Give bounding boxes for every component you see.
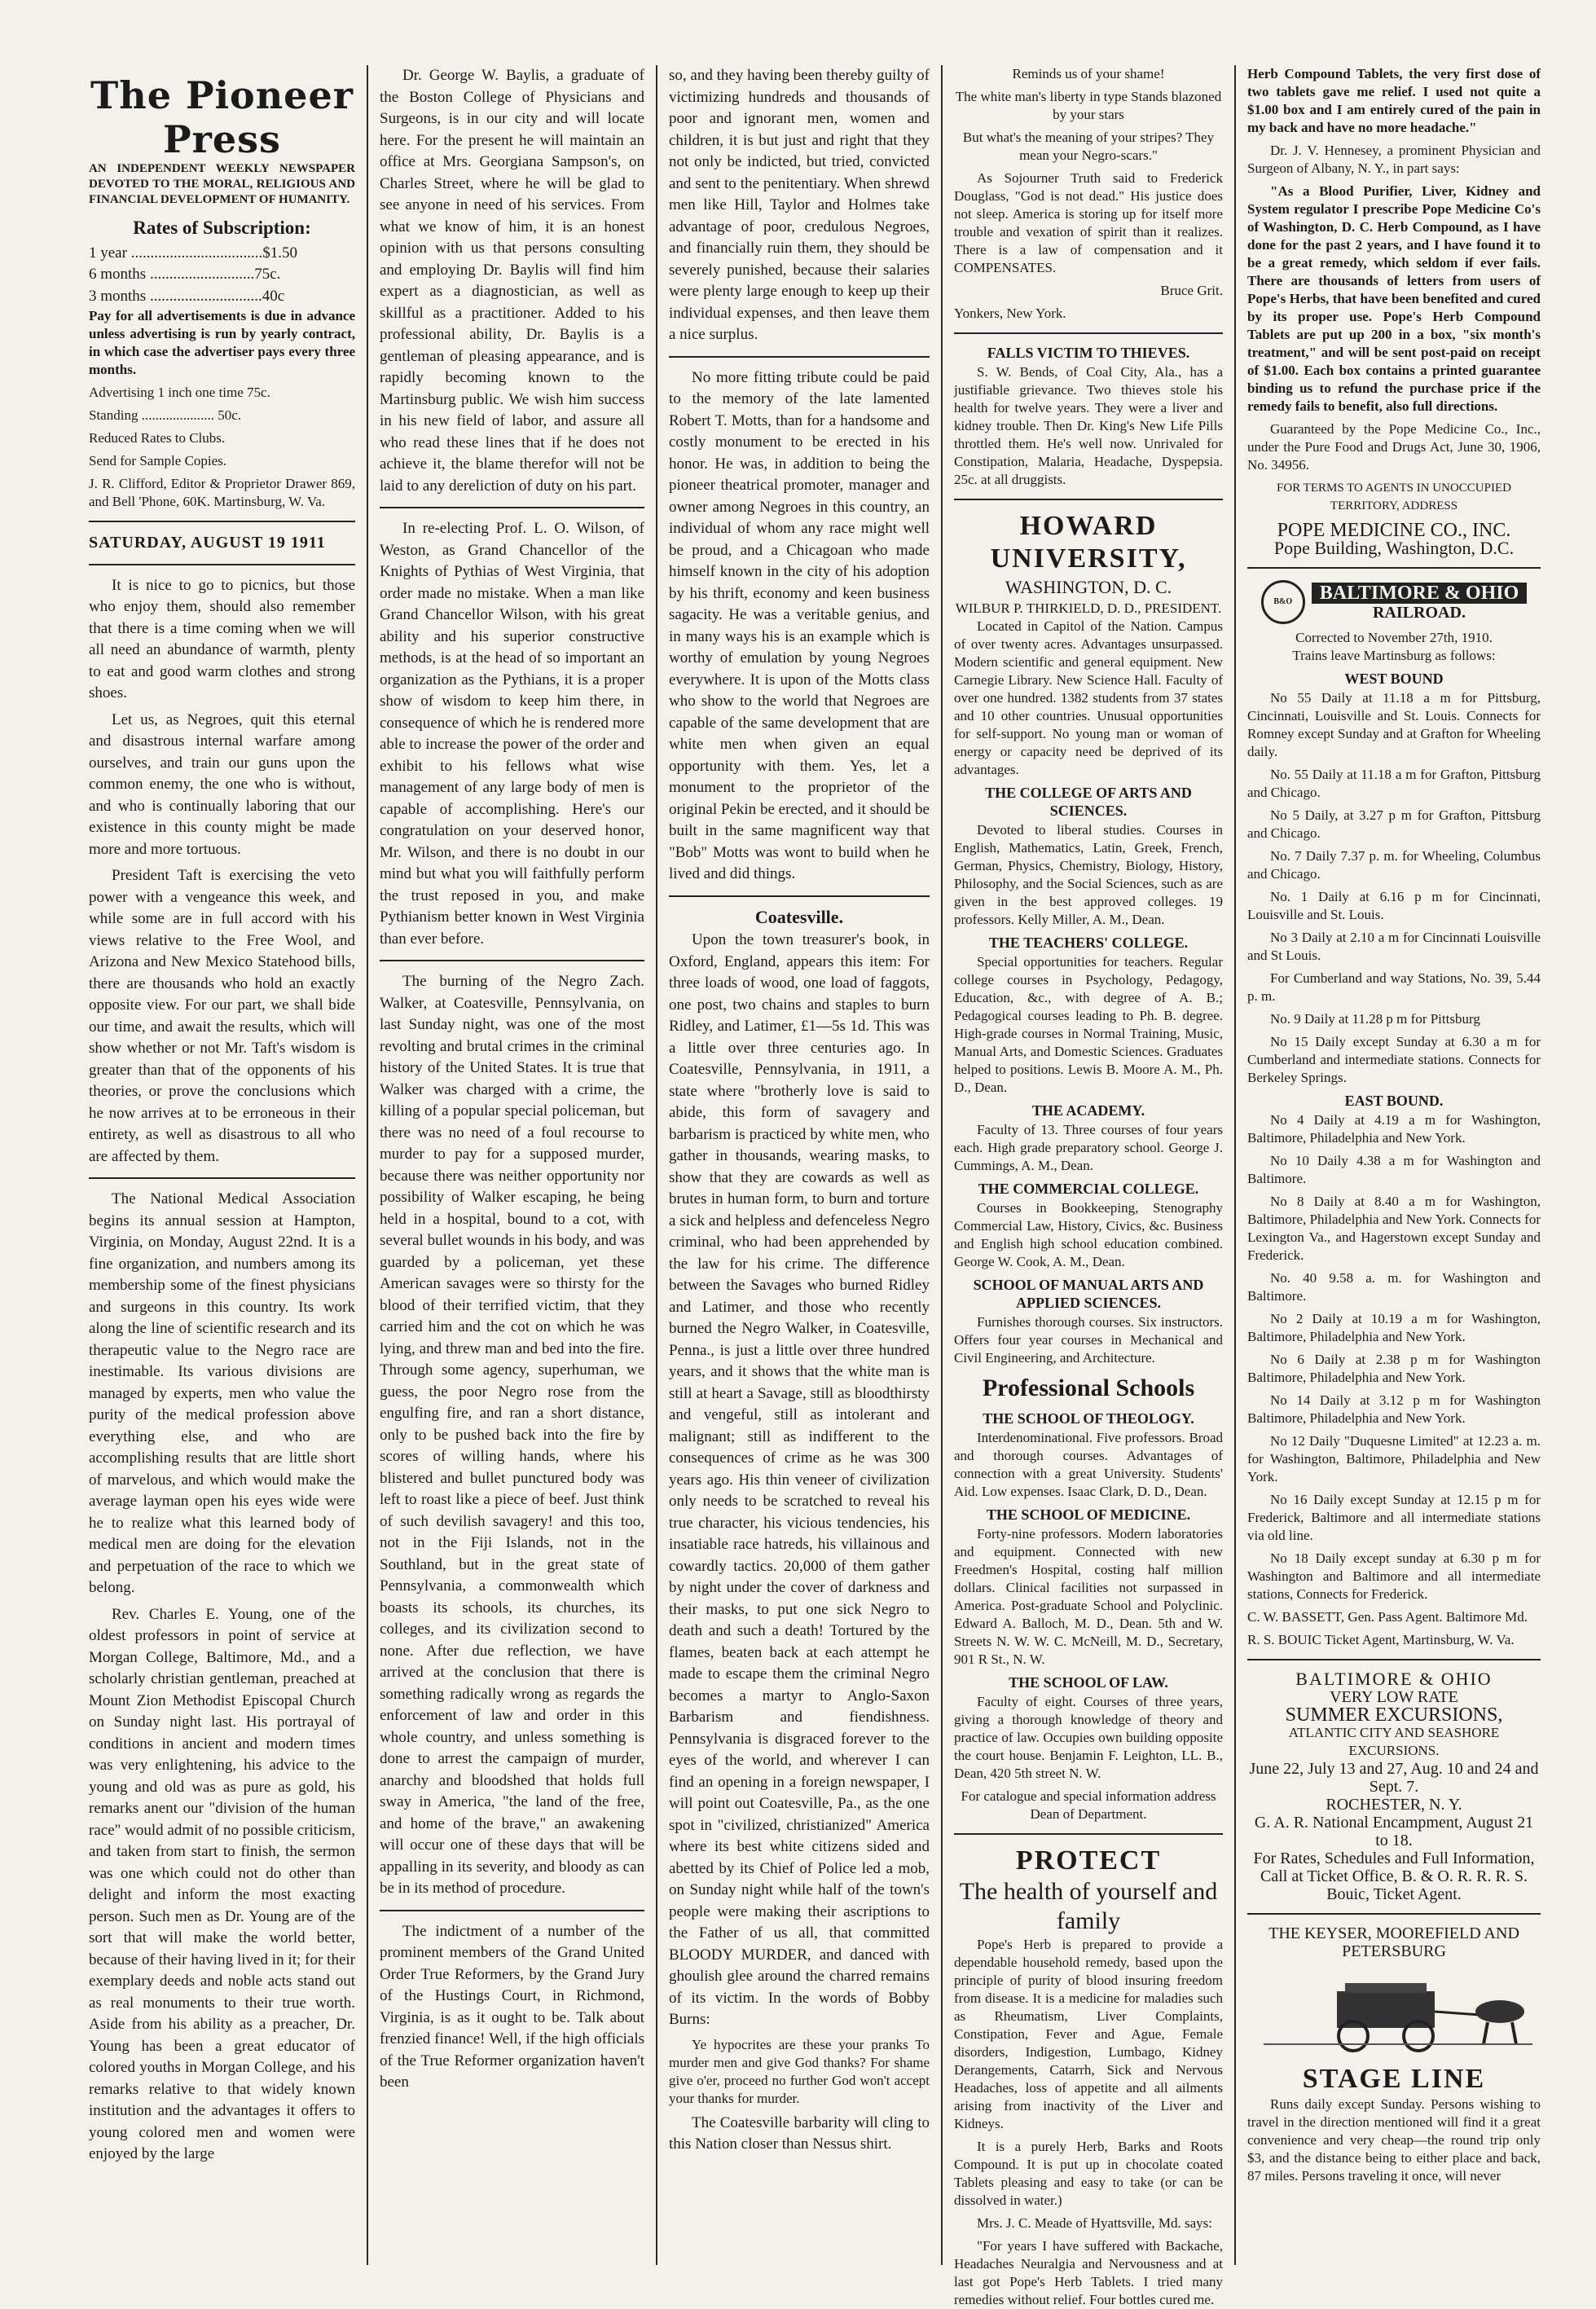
school-text: Forty-nine professors. Modern laboratories and equipment. Connected with new Freedmen's Hospital, costing half million dollars. Clinical facilities not surpassed in America. Post-graduate School and Polyclinic. Edward A. Balloch, M. D., Dean. 5th and W. Streets N. W. W. C. McNeill, M. D., Secretary, 901 R St., N. W.: [954, 1526, 1223, 1667]
west-bound-heading: WEST BOUND: [1344, 671, 1444, 687]
stagecoach-illustration-icon: [1247, 1967, 1541, 2056]
divider: [1247, 567, 1541, 569]
school-name: THE COMMERCIAL COLLEGE.: [978, 1181, 1199, 1197]
divider: [954, 332, 1223, 334]
railroad-leave: Trains leave Martinsburg as follows:: [1292, 648, 1496, 663]
train-entry: No. 7 Daily 7.37 p. m. for Wheeling, Columbus and Chicago.: [1247, 848, 1541, 882]
protect-text: It is a purely Herb, Barks and Roots Compound. It is put up in chocolate coated Tablets pleasing and easy to take (or can be dissolved in water.): [954, 2139, 1223, 2208]
train-entry: No 5 Daily, at 3.27 p m for Grafton, Pittsburg and Chicago.: [1247, 807, 1541, 841]
editorial-paragraph: No more fitting tribute could be paid to the memory of the late lamented Robert T. Motts, than for a handsome and costly monument to be erected in his honor. He was, in addition to being the pioneer theatrical promoter, manager and owner among Negroes in this country, an individual of whom any race might well be proud, and a Chicagoan who made himself known in the city of his adoption by his thrift, economy and keen business sagacity. He was a veritable genius, and in many ways his is an example which is worthy of emulation by young Negroes everywhere. It is upon of the Motts class who show to the world that Negroes are capable of the same development that are white men when given an equal opportunity with them. Yes, let a monument to the proprietor of the original Pekin be erected, and it should be built in the same magnificent way that "Bob" Motts was wont to build when he lived and did things.: [669, 368, 930, 882]
school-name: THE SCHOOL OF MEDICINE.: [986, 1506, 1191, 1523]
coatesville-verse: Ye hypocrites are these your pranks To murder men and give God thanks? For shame give o'er, proceed no further God won't accept your thanks for murder.: [669, 2036, 930, 2106]
stage-text: Runs daily except Sunday. Persons wishing to travel in the direction mentioned will find it a great convenience and very cheap—the round trip only $3, and the distance being to either place and back, 87 miles. Persons traveling it once, will never: [1247, 2096, 1541, 2184]
excursion-heading: SUMMER EXCURSIONS,: [1285, 1704, 1503, 1726]
school-text: Special opportunities for teachers. Regular college courses in Psychology, Pedagogy, Education, &c., with degree of A. B.; Pedagogical courses leading to Ph. B. degree. High-grade courses in Normal Training, Music, Manual Arts, and Domestic Sciences. Graduates helped to positions. Lewis B. Moore A. M., Ph. D., Dean.: [954, 954, 1223, 1095]
railroad-agent: C. W. BASSETT, Gen. Pass Agent. Baltimore Md.: [1247, 1609, 1528, 1625]
divider: [954, 499, 1223, 500]
advert-rate: Reduced Rates to Clubs.: [89, 430, 226, 446]
pope-name: POPE MEDICINE CO., INC.: [1277, 520, 1511, 541]
editorial-paragraph: President Taft is exercising the veto power with a vengeance this week, and while some are in full accord with his views relative to the Free Wool, and Arizona and New Mexico Statehood bills, there are thousands who hold an exactly opposite view. For our part, we shall bide our time, and await the results, which will show whether or not Mr. Taft's wisdom is greater than that of the opponents of his theories, or prove the conclusions which he now arrives at to be erroneous in their entirety, as well as disastrous to all who are affected by them.: [89, 867, 355, 1165]
school-name: THE SCHOOL OF LAW.: [1009, 1674, 1168, 1691]
howard-president: WILBUR P. THIRKIELD, D. D., PRESIDENT.: [955, 600, 1222, 616]
divider: [380, 1910, 644, 1911]
east-bound-heading: EAST BOUND.: [1344, 1093, 1444, 1109]
poem-line: Reminds us of your shame!: [1012, 66, 1165, 81]
guarantee: Guaranteed by the Pope Medicine Co., Inc., under the Pure Food and Drugs Act, June 30, 1906, No. 34956.: [1247, 421, 1541, 473]
divider: [380, 507, 644, 508]
advert-rate: Advertising 1 inch one time 75c.: [89, 385, 270, 400]
train-entry: No 6 Daily at 2.38 p m for Washington Baltimore, Philadelphia and New York.: [1247, 1352, 1541, 1385]
stage-heading: THE KEYSER, MOOREFIELD AND PETERSBURG: [1268, 1924, 1519, 1960]
divider: [1247, 1659, 1541, 1660]
column-2: [367, 65, 656, 2265]
railroad-logo: [1247, 580, 1541, 624]
train-entry: No 14 Daily at 3.12 p m for Washington Baltimore, Philadelphia and New York.: [1247, 1392, 1541, 1426]
howard-city: WASHINGTON, D. C.: [1005, 577, 1172, 597]
railroad-title-block: [1312, 583, 1528, 622]
column-5: [1234, 65, 1552, 2265]
railroad-corrected: Corrected to November 27th, 1910.: [1295, 630, 1493, 645]
train-entry: No 2 Daily at 10.19 a m for Washington, Baltimore, Philadelphia and New York.: [1247, 1311, 1541, 1344]
rates-title: Rates of Subscription:: [133, 218, 311, 238]
thieves-heading: FALLS VICTIM TO THIEVES.: [987, 345, 1190, 361]
masthead-tagline: AN INDEPENDENT WEEKLY NEWSPAPER DEVOTED TO THE MORAL, RELIGIOUS AND FINANCIAL DEVELOPMENT OF HUMANITY.: [89, 162, 355, 206]
railroad-sub: RAILROAD.: [1373, 604, 1466, 622]
school-text: Courses in Bookkeeping, Stenography Commercial Law, History, Civics, &c. Business and English high school education combined. George W. Cook, A. M., Dean.: [954, 1200, 1223, 1269]
train-entry: No 12 Daily "Duquesne Limited" at 12.23 a. m. for Washington, Baltimore, Philadelphia and New York.: [1247, 1433, 1541, 1484]
poem-line: But what's the meaning of your stripes? They mean your Negro-scars.": [962, 130, 1215, 163]
train-entry: No 55 Daily at 11.18 a m for Pittsburg, Cincinnati, Louisville and St. Louis. Connects for Romney except Sunday and at Grafton for Wheeling daily.: [1247, 690, 1541, 759]
excursion-sub: VERY LOW RATE: [1330, 1688, 1458, 1706]
protect-subheading: The health of yourself and family: [959, 1878, 1218, 1934]
school-name: THE COLLEGE OF ARTS AND SCIENCES.: [985, 785, 1192, 819]
advert-rate: Standing ..................... 50c.: [89, 407, 241, 423]
editorial-paragraph: Rev. Charles E. Young, one of the oldest professors in point of service at Morgan College, Baltimore, Md., and a scholarly christian gentleman, preached at Mount Zion Methodist Episcopal Church on Sunday night last. His portrayal of conditions in ancient and modern times was very enlightening, his advice to the young and old was as pure as gold, his remarks anent our "division of the human race" would admit of no possible criticism, and taken from start to finish, the sermon was one which could not do other than delight and inform the most exacting person. Such men as Dr. Young are of the sort that will make the world better, because of their having lived in it; for their exemplary deeds and noble acts stand out as real monuments to their true worth. Aside from his ability as a preacher, Dr. Young has been a great educator of colored youths in Morgan College, and his remarks relative to that widely known institution and the advantages it offers to young colored men and women were enjoyed by the large: [89, 1605, 355, 2162]
protect-text: "For years I have suffered with Backache, Headaches Neuralgia and Nervousness and at last got Pope's Herb Tablets. I tried many remedies without relief. Four bottles cured me.: [954, 2238, 1223, 2307]
divider: [89, 521, 355, 522]
agents-note: FOR TERMS TO AGENTS IN UNOCCUPIED TERRITORY, ADDRESS: [1277, 482, 1511, 512]
poem-author: Bruce Grit.: [1160, 283, 1223, 298]
pope-address: Pope Building, Washington, D.C.: [1273, 538, 1515, 558]
train-entry: No. 1 Daily at 6.16 p m for Cincinnati, Louisville and St. Louis.: [1247, 889, 1541, 922]
editorial-paragraph: The burning of the Negro Zach. Walker, at Coatesville, Pennsylvania, on last Sunday night, was one of the most revolting and brutal crimes in the criminal history of the United States. It is true that Walker was charged with a crime, the killing of a popular special policeman, but there was no need of a foul recourse to murder to pay for a supposed murder, because there was neither opportunity nor possibility of Walker escaping, he being held in a hospital, bound to a cot, with several bullet wounds in his body, and was guarded by a policeman, yet these American savages were so thirsty for the blood of their terrified victim, that they carried him and the cot on which he was lying, and threw man and bed into the fire. Through some agency, superhuman, we guess, the poor Negro rose from the engulfing fire, and ran a short distance, only to be pushed back into the fire by scores of willing hands, where his blistered and bullet punctured body was left to roast like a piece of beef. Just think of such devilish savagery! and this too, not in the Fiji Islands, not in the Southland, but in the great state of Pennsylvania, a commonwealth which boasts its schools, its churches, its colleges, and its civilization second to none. After due reflection, we have arrived at the conclusion that there is something radically wrong as regards the enforcement of law and order in this whole country, and unless something is done to arrest the campaign of murder, anarchy and bloodshed that holds full sway in America, "the land of the free, and home of the brave," an awakening will occur one of these days that will be appalling in its severity, and bloody as can be in its method of procedure.: [380, 973, 644, 1897]
poem-line: The white man's liberty in type Stands blazoned by your stars: [955, 89, 1222, 122]
excursion-info: For Rates, Schedules and Full Information, Call at Ticket Office, B. & O. R. R. R. S. Bouic, Ticket Agent.: [1253, 1849, 1535, 1903]
railroad-name: BALTIMORE & OHIO: [1312, 583, 1528, 604]
coatesville-tail: The Coatesville barbarity will cling to this Nation closer than Nessus shirt.: [669, 2113, 930, 2153]
column-1: [77, 65, 367, 2265]
protect-heading: PROTECT: [1015, 1845, 1162, 1876]
train-entry: No 18 Daily except sunday at 6.30 p m for Washington and Baltimore and all intermediate stations, Connects for Frederick.: [1247, 1550, 1541, 1602]
editor-info: J. R. Clifford, Editor & Proprietor Drawer 869, and Bell 'Phone, 60K. Martinsburg, W. Va.: [89, 476, 355, 509]
divider: [89, 1177, 355, 1179]
coatesville-heading: Coatesville.: [754, 906, 844, 927]
protect-text: Pope's Herb is prepared to provide a dependable household remedy, based upon the principle of purity of blood insuring freedom from disease. It is a medicine for maladies such as Rheumatism, Liver Complaints, Constipation, Fever and Ague, Female disorders, Indigestion, Lumbago, Kidney Derangements, Catarrh, Sick and Nervous Headaches, loss of appetite and all ailments arising from inactivity of the Liver and Kidneys.: [954, 1937, 1223, 2131]
coatesville-text: Upon the town treasurer's book, in Oxford, England, appears this item: For three loads of wood, one load of faggots, one post, two chains and staples to burn Ridley, and Latimer, £1—5s 1d. This was a little over three centuries ago. In Coatesville, Pennsylvania, in 1911, a state where "brotherly love is said to abide, this form of savagery and barbarism is practiced by white men, who gather in thousands, wearing masks, to show that they are cowards as well as brutes in human form, to burn and torture a sick and helpless and defenceless Negro criminal, who had been apprehended by the law for his crime. The difference between the Savages who burned Ridley and Latimer, and those who recently burned the Negro Walker, in Coatesville, Penna., is just a little over three hundred years, and it shows that the white man is still at heart a Savage, still as bloodthirsty and vengeful, still as intolerant and malignant; still as indifferent to the consequences of crime as he was 300 years ago. His thin veneer of civilization only needs to be scratched to reveal his true character, his vicious tendencies, his insatiable race hatreds, his villainous and cowardly tactics. 20,000 of them gather by night under the cover of darkness and their masks, to put one sick Negro to death and such a death! Tortured by the flames, beaten back at each attempt he made to escape them the criminal Negro becomes a martyr to Anglo-Saxon Barbarism and fiendishness. Pennsylvania is disgraced forever to the eyes of the world, and wherever I can find an opening in a foreign newspaper, I will point out Coatesville, Pa., as the one spot in "civilized, christianized" America where its best white citizens sided and abetted by its Chief of Police led a mob, on Sunday night while half of the town's people were making their ascriptions to the Father of us all, that committed BLOODY MURDER, and danced with ghoulish glee around the charred remains of its victim. In the words of Bobby Burns:: [669, 931, 930, 2028]
school-text: Devoted to liberal studies. Courses in English, Mathematics, Latin, Greek, French, German, Physics, Chemistry, Biology, History, Philosophy, and the Social Sciences, such as are given in the best approved colleges. 19 professors. Kelly Miller, A. M., Dean.: [954, 822, 1223, 927]
rate-line: 1 year ..................................$1.50: [89, 244, 297, 262]
divider: [669, 895, 930, 897]
divider: [380, 960, 644, 961]
train-entry: No 4 Daily at 4.19 a m for Washington, Baltimore, Philadelphia and New York.: [1247, 1112, 1541, 1146]
train-entry: No. 40 9.58 a. m. for Washington and Baltimore.: [1247, 1270, 1541, 1304]
school-name: SCHOOL OF MANUAL ARTS AND APPLIED SCIENCES.: [973, 1277, 1204, 1311]
train-entry: No 10 Daily 4.38 a m for Washington and Baltimore.: [1247, 1153, 1541, 1186]
railroad-ticket-agent: R. S. BOUIC Ticket Agent, Martinsburg, W. Va.: [1247, 1632, 1515, 1647]
train-entry: For Cumberland and way Stations, No. 39, 5.44 p. m.: [1247, 970, 1541, 1004]
column-3: [656, 65, 941, 2265]
school-text: Furnishes thorough courses. Six instructors. Offers four year courses in Mechanical and Civil Engineering, and Architecture.: [954, 1314, 1223, 1366]
train-entry: No 15 Daily except Sunday at 6.30 a m for Cumberland and intermediate stations. Connects for Berkeley Springs.: [1247, 1034, 1541, 1085]
issue-date: SATURDAY, AUGUST 19 1911: [89, 534, 326, 552]
editorial-paragraph: In re-electing Prof. L. O. Wilson, of Weston, as Grand Chancellor of the Knights of Pythias of West Virginia, that order made no mistake. When a man like Grand Chancellor Wilson, with his great ability and his superior constructive methods, is at the head of so important an organization as the Pythians, it is a proper show of wisdom to keep him there, in consequence of which he is rendered more able to increase the power of the order and exhibit to his fellows what wise management of any large body of men is capable of accomplishing. Here's our congratulation on your deserved honor, Mr. Wilson, and there is no doubt in our mind but what you will faithfully perform the trust reposed in you, and make Pythianism better known in West Virginia than ever before.: [380, 520, 644, 948]
poem-place: Yonkers, New York.: [954, 306, 1066, 321]
testimonial: Dr. J. V. Hennesey, a prominent Physician and Surgeon of Albany, N. Y., in part says:: [1247, 143, 1541, 176]
editorial-paragraph: It is nice to go to picnics, but those who enjoy them, should also remember that there is a time coming when we will all need an abundance of warmth, plenty to eat and good warm clothes and strong shoes.: [89, 576, 355, 701]
train-entry: No 8 Daily at 8.40 a m for Washington, Baltimore, Philadelphia and New York. Connects for Lexington Va., and Hagerstown except Sunday and Frederick.: [1247, 1194, 1541, 1263]
poem-paragraph: As Sojourner Truth said to Frederick Douglass, "God is not dead." His justice does not sleep. America is storing up for itself more trouble and vexation of spirit than it realizes. There is a law of compensation and it COMPENSATES.: [954, 170, 1223, 275]
train-entry: No. 55 Daily at 11.18 a m for Grafton, Pittsburg and Chicago.: [1247, 767, 1541, 800]
divider: [954, 1833, 1223, 1835]
excursion-railroad: BALTIMORE & OHIO: [1295, 1669, 1493, 1689]
professional-heading: Professional Schools: [982, 1374, 1195, 1401]
divider: [89, 564, 355, 565]
rate-line: 3 months .............................40c: [89, 287, 285, 305]
testimonial: "As a Blood Purifier, Liver, Kidney and System regulator I prescribe Pope Medicine Co's of Washington, D. C. Herb Compound, as I have done for the past 2 years, and I have found it to be a great remedy, which seldom if ever fails. There are thousands of letters from users of Pope's Herbs, that have been benefited and cured by its proper use. Pope's Herb Compound Tablets are put up 200 in a box, "six month's treatment," and will be sent post-paid on receipt of $1.00. Each box contains a printed guarantee binding us to refund the purchase price if the remedy fails to benefit, also full directions.: [1247, 183, 1541, 414]
column-4: [941, 65, 1234, 2307]
editorial-paragraph: The indictment of a number of the prominent members of the Grand United Order True Reformers, by the Grand Jury of the Hustings Court, in Richmond, Virginia, is as it ought to be. Talk about frenzied finance! Well, if the high officials of the True Reformer organization haven't been: [380, 1922, 644, 2091]
editorial-paragraph: Let us, as Negroes, quit this eternal and disastrous internal warfare among ourselves, and train our guns upon the common enemy, the one who is without, and who is continually laboring that our existence in this county might be made more and more tortuous.: [89, 710, 355, 858]
school-text: Interdenominational. Five professors. Broad and thorough courses. Advantages of connection with a great University. Students' Aid. Low expenses. Isaac Clark, D. D., Dean.: [954, 1430, 1223, 1499]
catalogue-note: For catalogue and special information address Dean of Department.: [961, 1788, 1216, 1822]
newspaper-page: [77, 65, 1552, 2307]
masthead-title: The Pioneer Press: [90, 73, 354, 161]
divider: [1247, 1913, 1541, 1915]
school-name: THE SCHOOL OF THEOLOGY.: [983, 1410, 1194, 1427]
stage-line-heading: STAGE LINE: [1302, 2064, 1486, 2094]
train-entry: No 3 Daily at 2.10 a m for Cincinnati Louisville and St Louis.: [1247, 930, 1541, 963]
editorial-paragraph: The National Medical Association begins its annual session at Hampton, Virginia, on Monday, August 22nd. It is a fine organization, and numbers among its membership some of the finest physicians and surgeons in this country. Its work along the line of scientific research and its therapeutic value to the Negro race are inestimable. Its various divisions are managed by experts, men who value the purity of the medical profession above everything else, and who are accomplishing results that are little short of marvelous, and which would make the average layman open his eyes wide were he to realize what this learned body of medical men are doing for the elevation and perpetuation of the race to which we belong.: [89, 1190, 355, 1596]
howard-name: HOWARD UNIVERSITY,: [990, 511, 1187, 574]
train-entry: No. 9 Daily at 11.28 p m for Pittsburg: [1270, 1011, 1480, 1027]
school-name: THE ACADEMY.: [1031, 1102, 1145, 1119]
protect-text: Mrs. J. C. Meade of Hyattsville, Md. says:: [977, 2215, 1212, 2231]
advert-rate: Send for Sample Copies.: [89, 453, 227, 468]
editorial-paragraph: Dr. George W. Baylis, a graduate of the Boston College of Physicians and Surgeons, is in our city and will locate here. For the present he will maintain an office at Mrs. Georgiana Sampson's, on Charles Street, where he will be glad to see anyone in need of his services. From what we know of him, it is an honest opinion with us that persons consulting and employing Dr. Baylis will find him expert as a diagnostician, as well as skillful as a practitioner. Added to his professional ability, Dr. Baylis is a gentleman of pleasing appearance, and is rapidly becoming known to the Martinsburg public. We wish him success in his new field of labor, and assure all who read these lines that if he does not achieve it, the blame therefor will not be laid to any dereliction of duty on his part.: [380, 67, 644, 495]
railroad-badge-icon: B&O: [1261, 580, 1305, 624]
editorial-paragraph: so, and they having been thereby guilty of victimizing hundreds and thousands of poor and ignorant men, women and children, it is but just and right that they not only be indicted, but tried, convicted and sent to the penitentiary. When shrewd men like Hill, Taylor and Holmes take advantage of poor, credulous Negroes, and financially ruin them, they should be severely punished, because their salaries were plenty large enough to keep up their individual expenses, and then leave them a nice surplus.: [669, 67, 930, 343]
excursion-city: ROCHESTER, N. Y.: [1326, 1796, 1462, 1814]
advert-terms: Pay for all advertisements is due in advance unless advertising is run by yearly contract, in which case the advertiser pays every three months.: [89, 308, 355, 377]
excursion-destination: ATLANTIC CITY AND SEASHORE EXCURSIONS.: [1288, 1725, 1500, 1758]
school-text: Faculty of eight. Courses of three years, giving a thorough knowledge of theory and practice of law. Occupies own building opposite the court house. Benjamin F. Leighton, LL. B., Dean, 420 5th street N. W.: [954, 1694, 1223, 1781]
school-name: THE TEACHERS' COLLEGE.: [988, 935, 1189, 951]
thieves-text: S. W. Bends, of Coal City, Ala., has a justifiable grievance. Two thieves stole his health for twelve years. They were a liver and kidney trouble. Then Dr. King's New Life Pills throttled them. He's well now. Unrivaled for Constipation, Malaria, Headache, Dyspepsia. 25c. at all druggists.: [954, 364, 1223, 487]
divider: [669, 356, 930, 358]
excursion-event: G. A. R. National Encampment, August 21 to 18.: [1254, 1814, 1534, 1849]
howard-intro: Located in Capitol of the Nation. Campus of over twenty acres. Advantages unsurpassed. Modern scientific and general equipment. New Carnegie Library. New Science Hall. Faculty of over one hundred. 1382 students from 37 states and 10 other countries. Unusual opportunities for self-support. No young man or woman of energy or capacity need be deprived of its advantages.: [954, 618, 1223, 777]
testimonial: Herb Compound Tablets, the very first dose of two tablets gave me relief. I used not quite a $1.00 box and I am entirely cured of the pain in my back and have no more headache.": [1247, 66, 1541, 135]
rate-line: 6 months ...........................75c.: [89, 266, 281, 283]
excursion-dates: June 22, July 13 and 27, Aug. 10 and 24 and Sept. 7.: [1249, 1760, 1539, 1796]
school-text: Faculty of 13. Three courses of four years each. High grade preparatory school. George J. Cummings, A. M., Dean.: [954, 1122, 1223, 1173]
train-entry: No 16 Daily except Sunday at 12.15 p m for Frederick, Baltimore and all intermediate stations via old line.: [1247, 1492, 1541, 1543]
